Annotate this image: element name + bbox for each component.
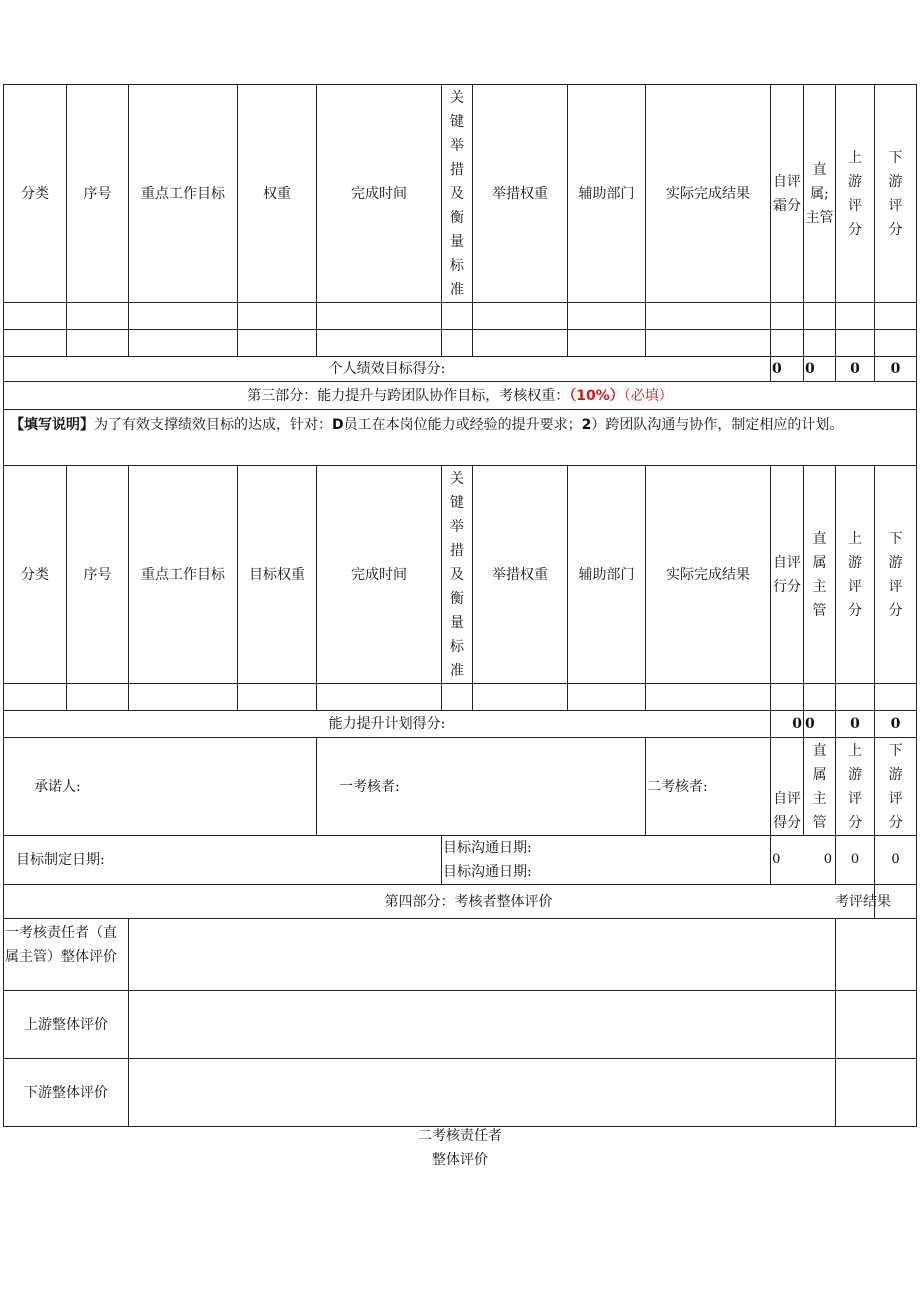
cell[interactable] <box>473 684 568 711</box>
cell[interactable] <box>836 303 875 330</box>
footer-line-1: 二考核责任者 <box>418 1128 502 1144</box>
col-downstream <box>875 85 917 303</box>
footer-note <box>0 1124 920 1172</box>
cell[interactable] <box>129 684 238 711</box>
part4-title-row <box>4 885 917 919</box>
cell[interactable] <box>238 303 317 330</box>
col-self-score <box>771 466 804 684</box>
score-manager: 0 <box>804 357 836 382</box>
cell[interactable] <box>67 330 129 357</box>
eval-result-upstream[interactable] <box>836 991 917 1059</box>
table1-header-row <box>4 85 917 303</box>
sign-manager <box>804 738 836 836</box>
col-direct-manager <box>804 85 836 303</box>
score-downstream: 0 <box>875 357 917 382</box>
cell[interactable] <box>771 330 804 357</box>
instructions-text-a: 为了有效支撑绩效目标的达成，针对： <box>94 417 332 433</box>
cell[interactable] <box>646 303 771 330</box>
col-support-dept: 辅助部门 <box>568 85 646 303</box>
score-downstream: 0 <box>875 711 917 738</box>
col-upstream-label: 上游评分 <box>848 149 862 238</box>
col-self-score <box>771 85 804 303</box>
table1-row-2 <box>4 330 917 357</box>
cell[interactable] <box>875 684 917 711</box>
eval-result-manager[interactable] <box>836 919 917 991</box>
part3-weight: （10%） <box>569 387 624 404</box>
evaluation-table <box>3 918 917 1127</box>
cell[interactable] <box>771 303 804 330</box>
cell[interactable] <box>67 684 129 711</box>
eval-label-upstream: 上游整体评价 <box>4 991 129 1059</box>
cell[interactable] <box>568 684 646 711</box>
col-actual-result: 实际完成结果 <box>646 85 771 303</box>
cell[interactable] <box>442 303 473 330</box>
capability-goals-table <box>3 465 917 738</box>
personal-score-label: 个人绩效目标得分: <box>4 357 771 382</box>
comm-date-text-1: 目标沟通日期: <box>443 840 532 856</box>
sign-self-score-label: 自评得分 <box>773 791 802 831</box>
date-score-downstream: 0 <box>875 836 917 885</box>
col-downstream <box>875 466 917 684</box>
date-score-self <box>771 836 836 885</box>
col-direct-manager-label: 直属主管 <box>812 530 827 619</box>
col-downstream-label: 下游评分 <box>888 149 903 238</box>
appraisal-sheet <box>3 84 916 1127</box>
col-finish-time: 完成时间 <box>317 85 442 303</box>
part4-title: 第四部分：考核者整体评价 <box>4 885 875 919</box>
col-key-measures <box>442 85 473 303</box>
col-self-score-label: 自评行分 <box>773 554 801 595</box>
signature-row <box>4 738 917 836</box>
cell[interactable] <box>804 330 836 357</box>
cell[interactable] <box>473 330 568 357</box>
cell[interactable] <box>646 330 771 357</box>
col-measure-weight: 举措权重 <box>473 466 568 684</box>
signature-table <box>3 737 917 919</box>
score-self: 0 <box>771 357 804 382</box>
performance-goals-table <box>3 84 917 466</box>
score-self: 0 <box>771 711 804 738</box>
instructions-item2: 2 <box>581 417 592 433</box>
goal-date-label: 目标制定日期: <box>4 836 442 885</box>
instructions <box>4 410 917 466</box>
cell[interactable] <box>4 303 67 330</box>
col-upstream <box>836 85 875 303</box>
col-weight: 权重 <box>238 85 317 303</box>
sign-upstream <box>836 738 875 836</box>
eval-content-downstream[interactable] <box>129 1059 836 1127</box>
instructions-text-c: ）跨团队沟通与协作，制定相应的计划。 <box>591 417 844 433</box>
eval-label-manager: 一考核责任者（直属主管）整体评价 <box>4 919 129 991</box>
eval-content-upstream[interactable] <box>129 991 836 1059</box>
footer-line-2: 整体评价 <box>432 1152 488 1168</box>
table2-header-row <box>4 466 917 684</box>
sign-self-score <box>771 738 804 836</box>
instructions-item1: D <box>332 417 344 433</box>
cell[interactable] <box>129 330 238 357</box>
cell[interactable] <box>317 684 442 711</box>
cell[interactable] <box>804 303 836 330</box>
cell[interactable] <box>473 303 568 330</box>
score-upstream: 0 <box>836 357 875 382</box>
col-finish-time: 完成时间 <box>317 466 442 684</box>
part3-title-row <box>4 382 917 410</box>
col-self-score-label: 自评霜分 <box>773 173 801 214</box>
cell[interactable] <box>4 330 67 357</box>
cell[interactable] <box>442 684 473 711</box>
col-index: 序号 <box>67 85 129 303</box>
cell[interactable] <box>836 684 875 711</box>
score-manager: 0 <box>804 711 836 738</box>
col-goal-weight: 目标权重 <box>238 466 317 684</box>
cell[interactable] <box>875 330 917 357</box>
result-label: 考评结果 <box>835 893 892 910</box>
cell[interactable] <box>238 330 317 357</box>
cell[interactable] <box>4 684 67 711</box>
eval-row-upstream <box>4 991 917 1059</box>
comm-date-label-1 <box>442 836 771 885</box>
cell[interactable] <box>568 303 646 330</box>
reviewer2-label: 二考核者: <box>646 738 771 836</box>
cell[interactable] <box>836 330 875 357</box>
part3-title <box>4 382 917 410</box>
sign-downstream-label: 下游评分 <box>888 742 903 831</box>
col-key-measures-label: 关键举措及衡量标准 <box>450 89 464 298</box>
cell[interactable] <box>238 684 317 711</box>
instructions-row <box>4 410 917 466</box>
col-direct-manager-label: 直属;主管 <box>805 161 834 226</box>
date-row <box>4 836 917 885</box>
cell[interactable] <box>875 303 917 330</box>
cell[interactable] <box>646 684 771 711</box>
eval-row-downstream <box>4 1059 917 1127</box>
eval-row-manager <box>4 919 917 991</box>
table1-row-1 <box>4 303 917 330</box>
col-goal: 重点工作目标 <box>129 85 238 303</box>
cell[interactable] <box>67 303 129 330</box>
capability-score-label: 能力提升计划得分: <box>4 711 771 738</box>
table1-total-row <box>4 357 917 382</box>
cell[interactable] <box>804 684 836 711</box>
cell[interactable] <box>771 684 804 711</box>
cell[interactable] <box>442 330 473 357</box>
cell[interactable] <box>129 303 238 330</box>
table2-row-1 <box>4 684 917 711</box>
eval-content-manager[interactable] <box>129 919 836 991</box>
sign-downstream <box>875 738 917 836</box>
cell[interactable] <box>568 330 646 357</box>
eval-label-downstream: 下游整体评价 <box>4 1059 129 1127</box>
instructions-lead: 【填写说明】 <box>10 417 94 433</box>
col-key-measures-label: 关键举措及衡量标准 <box>450 470 464 679</box>
table2-total-row <box>4 711 917 738</box>
date-score-self-value: 0 <box>772 852 781 867</box>
col-downstream-label: 下游评分 <box>888 530 903 619</box>
instructions-text-b: 员工在本岗位能力或经验的提升要求； <box>343 417 582 433</box>
col-category: 分类 <box>4 85 67 303</box>
sign-manager-label: 直属主管 <box>812 742 827 831</box>
col-actual-result: 实际完成结果 <box>646 466 771 684</box>
promisor-label: 承诺人: <box>4 738 317 836</box>
col-category: 分类 <box>4 466 67 684</box>
reviewer1-label: 一考核者: <box>317 738 646 836</box>
col-upstream <box>836 466 875 684</box>
date-score-manager-value: 0 <box>823 852 833 867</box>
comm-date-text-2: 目标沟通日期: <box>443 864 532 880</box>
col-key-measures <box>442 466 473 684</box>
col-index: 序号 <box>67 466 129 684</box>
part3-title-text: 第三部分：能力提升与跨团队协作目标，考核权重： <box>247 387 570 404</box>
score-upstream: 0 <box>836 711 875 738</box>
result-label-cell <box>835 885 917 919</box>
col-direct-manager <box>804 466 836 684</box>
col-support-dept: 辅助部门 <box>568 466 646 684</box>
sign-upstream-label: 上游评分 <box>848 742 863 831</box>
date-score-upstream: 0 <box>836 836 875 885</box>
part3-required: （必填） <box>623 387 673 404</box>
cell[interactable] <box>317 330 442 357</box>
col-upstream-label: 上游评分 <box>848 530 862 619</box>
cell[interactable] <box>317 303 442 330</box>
col-goal: 重点工作目标 <box>129 466 238 684</box>
eval-result-downstream[interactable] <box>836 1059 917 1127</box>
col-measure-weight: 举措权重 <box>473 85 568 303</box>
